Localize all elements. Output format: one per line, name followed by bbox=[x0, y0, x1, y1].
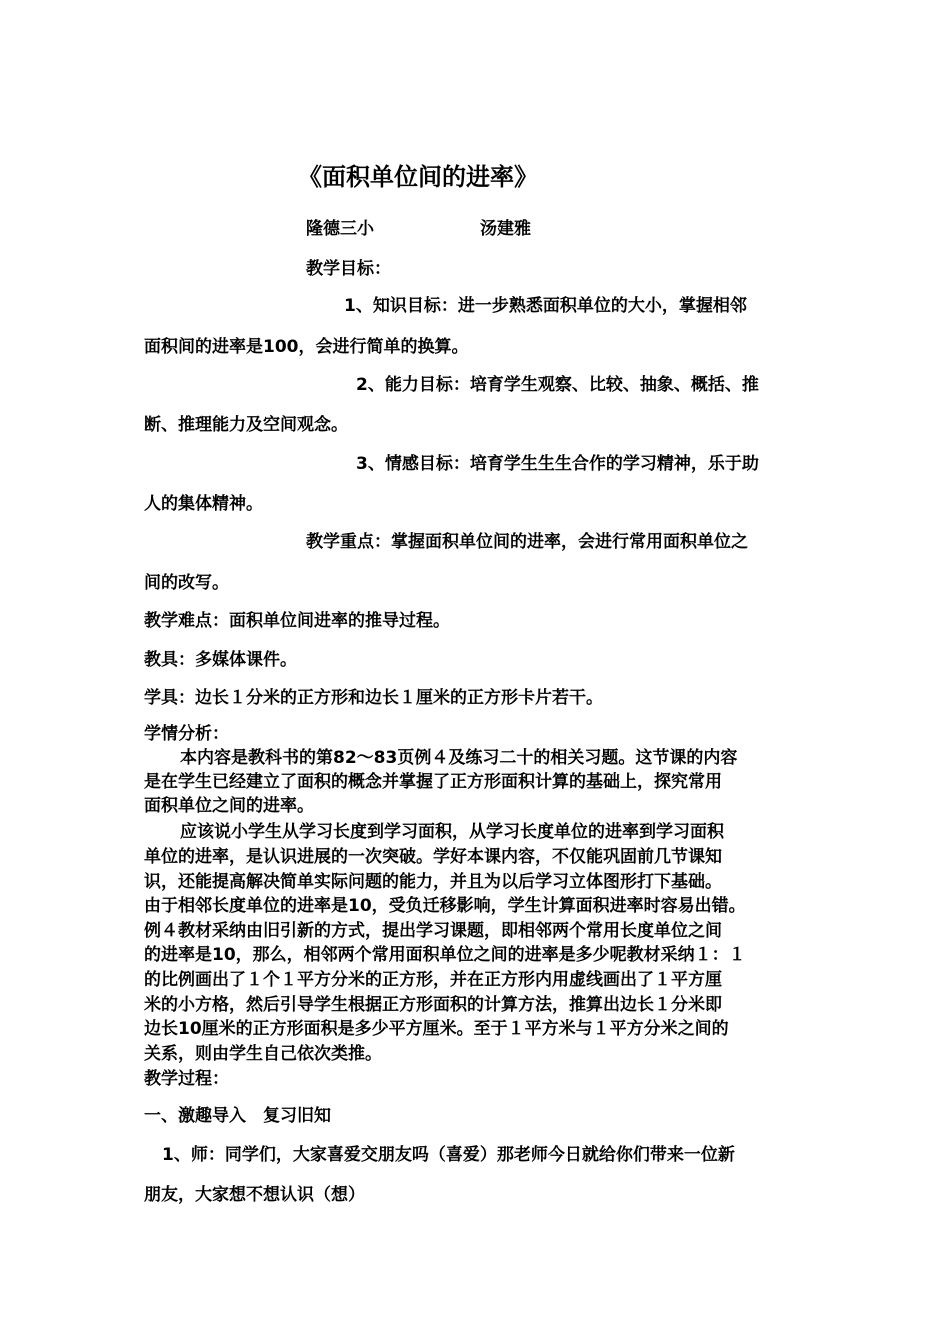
analysis-line: 由于相邻长度单位的进率是10，受负迁移影响，学生计算面积进率时容易出错。 bbox=[144, 896, 746, 916]
analysis-line: 边长10厘米的正方形面积是多少平方厘米。至于１平方米与１平方分米之间的 bbox=[144, 1019, 729, 1039]
analysis-line: 例４教材采纳由旧引新的方式，提出学习课题，即相邻两个常用长度单位之间 bbox=[144, 921, 722, 941]
goal-3-line-2: 人的集体精神。 bbox=[144, 494, 263, 514]
step-1-line-1: 1、师：同学们，大家喜爱交朋友吗（喜爱）那老师今日就给你们带来一位新 bbox=[162, 1145, 735, 1165]
analysis-line: 识，还能提高解决简单实际问题的能力，并且为以后学习立体图形打下基础。 bbox=[144, 872, 722, 892]
goals-heading: 教学目标： bbox=[306, 259, 391, 279]
key-point-line-2: 间的改写。 bbox=[144, 573, 229, 593]
analysis-line: 的比例画出了１个１平方分米的正方形，并在正方形内用虚线画出了１平方厘 bbox=[144, 970, 722, 990]
student-tools-line: 学具：边长１分米的正方形和边长１厘米的正方形卡片若干。 bbox=[144, 688, 603, 708]
analysis-line: 是在学生已经建立了面积的概念并掌握了正方形面积计算的基础上，探究常用 bbox=[144, 772, 722, 792]
analysis-line: 应该说小学生从学习长度到学习面积，从学习长度单位的进率到学习面积 bbox=[180, 822, 724, 842]
teacher-tools-line: 教具：多媒体课件。 bbox=[144, 650, 297, 670]
goal-2-line-1: 2、能力目标：培育学生观察、比较、抽象、概括、推 bbox=[356, 375, 759, 395]
goal-1-line-2: 面积间的进率是100，会进行简单的换算。 bbox=[144, 337, 469, 357]
analysis-line: 本内容是教科书的第82～83页例４及练习二十的相关习题。这节课的内容 bbox=[180, 748, 738, 768]
analysis-line: 的进率是10，那么，相邻两个常用面积单位之间的进率是多少呢教材采纳１：１ bbox=[144, 945, 746, 965]
goal-2-line-2: 断、推理能力及空间观念。 bbox=[144, 415, 348, 435]
school-name: 隆德三小 bbox=[306, 219, 374, 239]
doc-title: 《面积单位间的进率》 bbox=[298, 163, 538, 191]
author-name: 汤建雅 bbox=[480, 219, 531, 239]
step-1-line-2: 朋友，大家想不想认识（想） bbox=[144, 1185, 365, 1205]
goal-3-line-1: 3、情感目标：培育学生生生合作的学习精神，乐于助 bbox=[356, 454, 759, 474]
key-point-line-1: 教学重点：掌握面积单位间的进率，会进行常用面积单位之 bbox=[306, 532, 748, 552]
section-1-heading: 一、激趣导入 复习旧知 bbox=[144, 1106, 331, 1126]
process-heading: 教学过程： bbox=[144, 1069, 229, 1089]
analysis-line: 关系，则由学生自己依次类推。 bbox=[144, 1044, 382, 1064]
analysis-heading: 学情分析： bbox=[144, 724, 229, 744]
analysis-line: 米的小方格，然后引导学生根据正方形面积的计算方法，推算出边长１分米即 bbox=[144, 995, 722, 1015]
goal-1-line-1: 1、知识目标：进一步熟悉面积单位的大小，掌握相邻 bbox=[344, 296, 747, 316]
analysis-line: 单位的进率，是认识进展的一次突破。学好本课内容，不仅能巩固前几节课知 bbox=[144, 847, 722, 867]
difficulty-line: 教学难点：面积单位间进率的推导过程。 bbox=[144, 611, 450, 631]
analysis-line: 面积单位之间的进率。 bbox=[144, 796, 314, 816]
